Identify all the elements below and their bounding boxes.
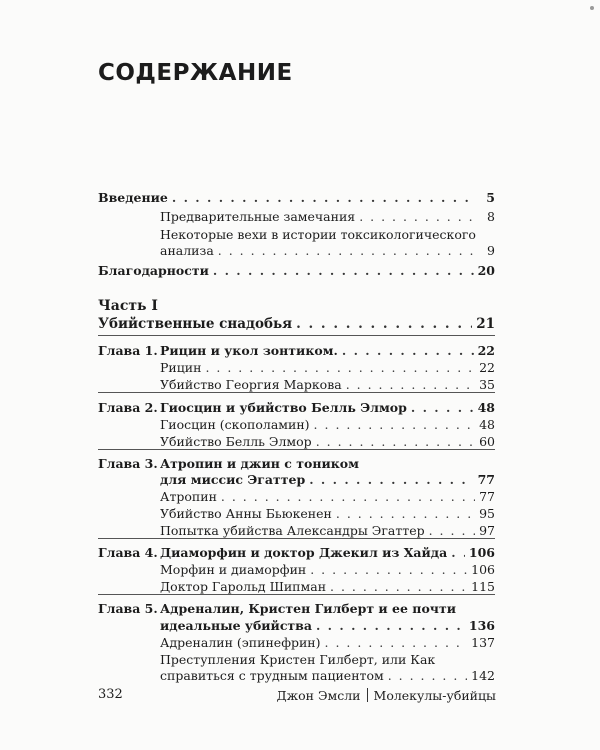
divider: [98, 594, 495, 595]
toc-entry-intro[interactable]: [98, 190, 495, 205]
toc-subentry[interactable]: Убийство Белль Элмор . . . 60: [160, 434, 495, 449]
toc-entry-label: Введение: [98, 190, 168, 205]
divider: [98, 449, 495, 450]
chapter-number: Глава 5.: [98, 601, 158, 616]
chapter-number: Глава 1.: [98, 343, 158, 358]
divider: [98, 392, 495, 393]
divider: [98, 538, 495, 539]
footer-book-title: Молекулы-убийцы: [373, 688, 496, 703]
toc-subentry[interactable]: Доктор Гарольд Шипман . . . 115: [160, 579, 495, 594]
divider: [98, 335, 495, 336]
toc-subentry[interactable]: Морфин и диаморфин . . . 106: [160, 562, 495, 577]
toc-subentry[interactable]: Попытка убийства Александры Эгаттер . . . 97: [160, 523, 495, 538]
chapter-title-line1: Атропин и джин с тоником: [160, 456, 359, 471]
toc-subentry-line1: Некоторые вехи в истории токсикологического: [160, 227, 476, 242]
toc-subentry[interactable]: Убийство Георгия Маркова . . . 35: [160, 377, 495, 392]
footer-separator: [367, 688, 368, 702]
page-number: 332: [98, 687, 123, 702]
toc-entry-chapter[interactable]: Гиосцин и убийство Белль Элмор . . . 48: [160, 400, 495, 415]
toc-entry-part[interactable]: Убийственные снадобья . . . 21: [98, 316, 495, 332]
chapter-number: Глава 4.: [98, 545, 158, 560]
toc-subentry[interactable]: Гиосцин (скополамин) . . . 48: [160, 417, 495, 432]
toc-entry-chapter[interactable]: Рицин и укол зонтиком. . . . 22: [160, 343, 495, 358]
toc-subentry[interactable]: Предварительные замечания . . . 8: [160, 209, 495, 224]
toc-subentry[interactable]: справиться с трудным пациентом . . . 142: [160, 668, 495, 683]
toc-subentry[interactable]: анализа . . . 9: [160, 243, 495, 258]
chapter-title-line1: Адреналин, Кристен Гилберт и ее почти: [160, 601, 456, 616]
toc-entry-chapter[interactable]: для миссис Эгаттер . . . 77: [160, 472, 495, 487]
part-number: Часть I: [98, 298, 158, 314]
page-title: СОДЕРЖАНИЕ: [98, 60, 293, 86]
toc-subentry[interactable]: Адреналин (эпинефрин) . . . 137: [160, 635, 495, 650]
toc-subentry[interactable]: Рицин . . . 22: [160, 360, 495, 375]
chapter-number: Глава 2.: [98, 400, 158, 415]
toc-entry-chapter[interactable]: Диаморфин и доктор Джекил из Хайда . . . 106: [160, 545, 495, 560]
toc-entry-thanks[interactable]: Благодарности . . . 20: [98, 263, 495, 278]
footer-author: Джон Эмсли: [276, 688, 361, 703]
toc-subentry-line1: Преступления Кристен Гилберт, или Как: [160, 652, 436, 667]
toc-subentry[interactable]: Убийство Анны Бьюкенен . . . 95: [160, 506, 495, 521]
toc-subentry[interactable]: Атропин . . . 77: [160, 489, 495, 504]
chapter-number: Глава 3.: [98, 456, 158, 471]
toc-entry-chapter[interactable]: идеальные убийства . . . 136: [160, 618, 495, 633]
running-footer: [276, 688, 496, 703]
toc-entry-page: 5: [486, 190, 495, 205]
